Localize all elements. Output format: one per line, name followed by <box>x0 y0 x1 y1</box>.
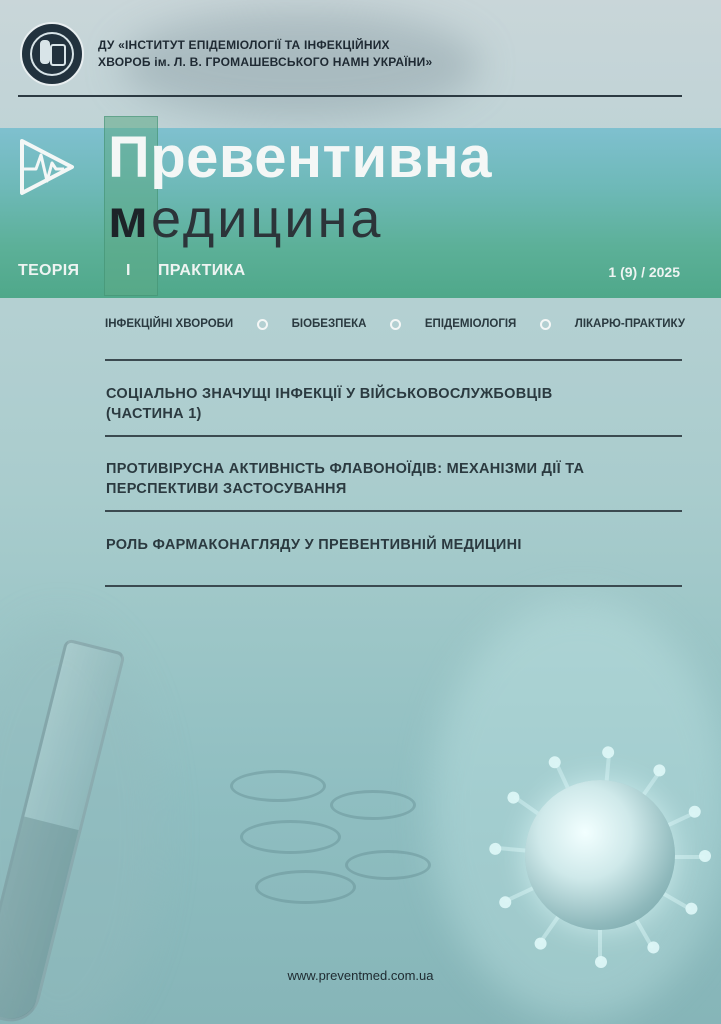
petri-ring <box>330 790 416 820</box>
institute-logo <box>20 22 84 86</box>
subtitle-conjunction: І <box>126 262 131 279</box>
petri-ring <box>240 820 341 854</box>
subtitle-right: ПРАКТИКА <box>158 262 246 279</box>
article-title <box>106 459 676 499</box>
topic-item: ЕПІДЕМІОЛОГІЯ <box>424 318 517 330</box>
article-title <box>106 535 676 555</box>
bullet-dot-icon <box>257 319 268 330</box>
article-title-line: (ЧАСТИНА 1) <box>106 406 202 422</box>
article-title-line: ПЕРСПЕКТИВИ ЗАСТОСУВАННЯ <box>106 481 347 497</box>
title-initial: м <box>108 189 151 249</box>
topic-item: БІОБЕЗПЕКА <box>291 318 367 330</box>
article-divider <box>105 510 682 512</box>
topic-item: ЛІКАРЮ-ПРАКТИКУ <box>574 318 685 330</box>
journal-title-line2 <box>108 190 383 248</box>
bullet-dot-icon <box>390 319 401 330</box>
petri-ring <box>345 850 431 880</box>
title-rest: едицина <box>150 189 384 249</box>
article-title-line: РОЛЬ ФАРМАКОНАГЛЯДУ У ПРЕВЕНТИВНІЙ МЕДИЦИНІ <box>106 537 522 553</box>
article-divider <box>105 435 682 437</box>
institute-name <box>98 37 618 71</box>
article-title <box>106 384 676 424</box>
article-divider <box>105 585 682 587</box>
website-url: www.preventmed.com.ua <box>287 968 434 983</box>
article-title-line: СОЦІАЛЬНО ЗНАЧУЩІ ІНФЕКЦІЇ У ВІЙСЬКОВОСЛУЖБОВЦІВ <box>106 386 553 402</box>
article-title-line: ПРОТИВІРУСНА АКТИВНІСТЬ ФЛАВОНОЇДІВ: МЕХАНІЗМИ ДІЇ ТА <box>106 461 585 477</box>
article-divider <box>105 359 682 361</box>
petri-ring <box>230 770 326 802</box>
petri-ring <box>255 870 356 904</box>
title-initial: П <box>108 125 151 190</box>
institute-name-line: ХВОРОБ ім. Л. В. ГРОМАШЕВСЬКОГО НАМН УКРАЇНИ» <box>98 55 433 69</box>
subtitle-left: ТЕОРІЯ <box>18 262 80 279</box>
header-divider <box>18 95 682 97</box>
title-rest: ревентивна <box>150 125 493 190</box>
journal-title-line1 <box>108 125 493 190</box>
topic-item: ІНФЕКЦІЙНІ ХВОРОБИ <box>105 318 234 330</box>
pulse-icon <box>18 137 76 197</box>
bullet-dot-icon <box>540 319 551 330</box>
institute-header <box>20 22 618 86</box>
topics-row <box>105 318 685 330</box>
virus-illustration <box>480 740 710 970</box>
institute-name-line: ДУ «ІНСТИТУТ ЕПІДЕМІОЛОГІЇ ТА ІНФЕКЦІЙНИХ <box>98 38 390 52</box>
issue-number: 1 (9) / 2025 <box>608 264 680 280</box>
